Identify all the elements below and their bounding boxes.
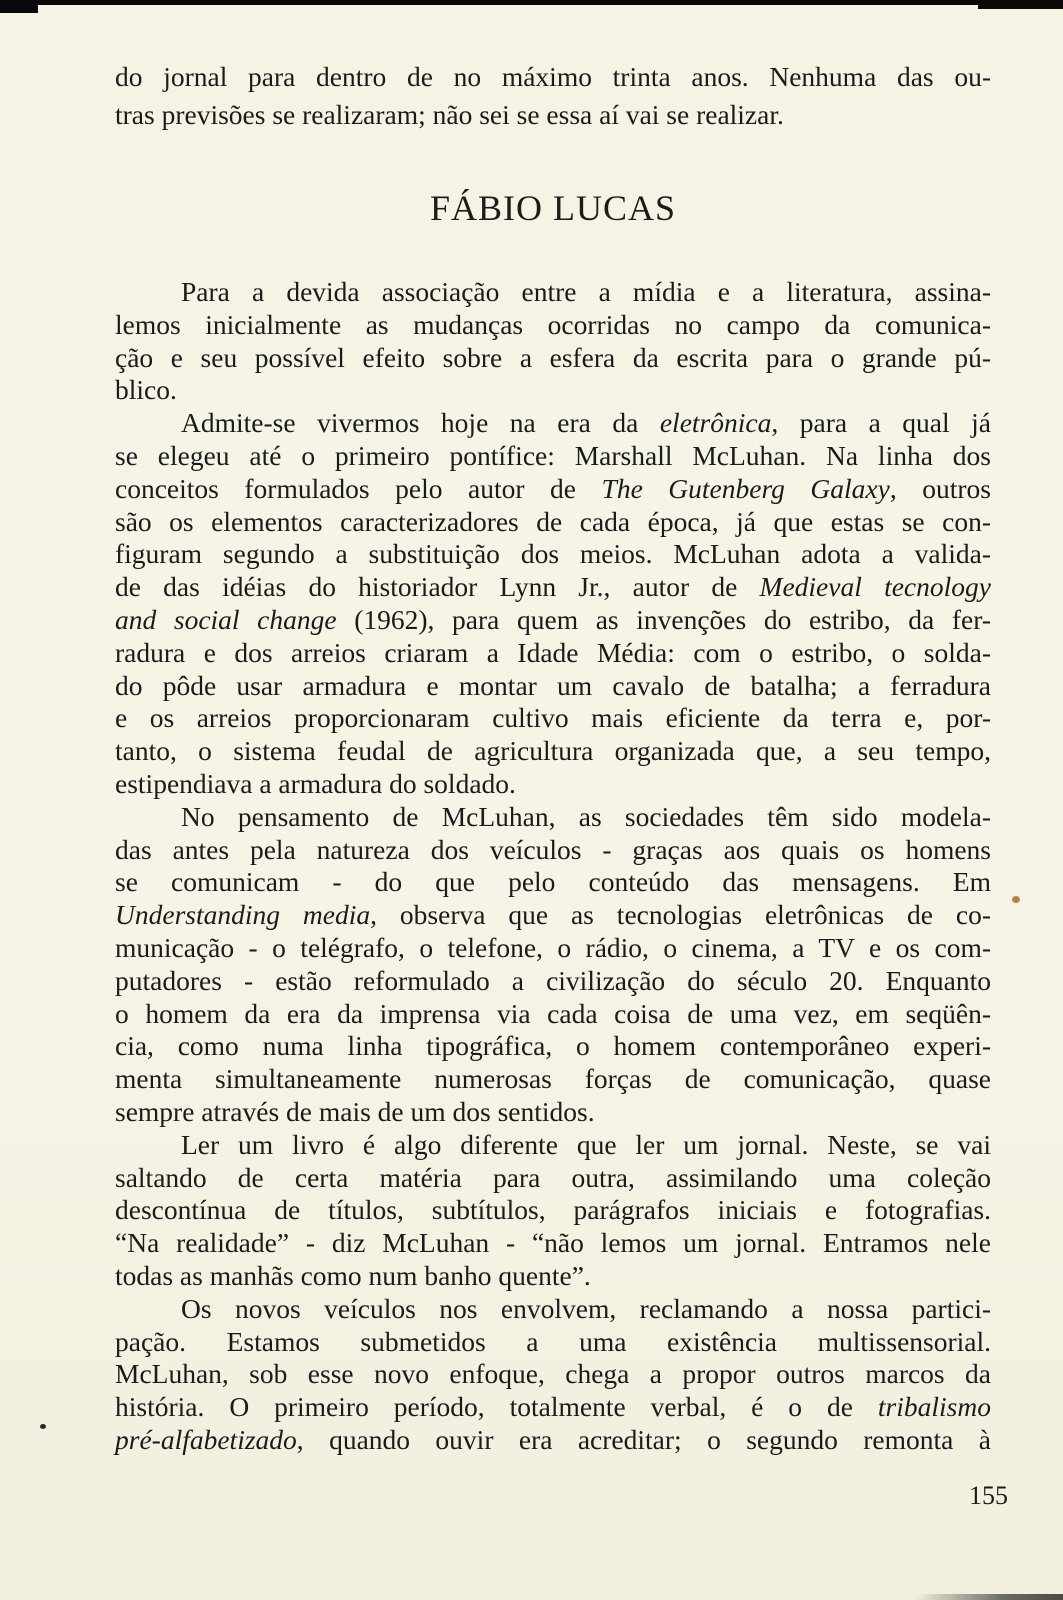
text-line: são os elementos caracterizadores de cada época, já que estas se con- [115,505,991,537]
scan-border-top [0,0,1063,5]
scan-border-top-left [0,0,38,13]
text-line: das antes pela natureza dos veículos - graças aos quais os homens [115,833,991,865]
text-line: cia, como numa linha tipográfica, o homem contemporâneo experi- [115,1030,991,1062]
section-heading: FÁBIO LUCAS [429,188,677,228]
text-line: Admite-se vivermos hoje na era da eletrônica, para a qual já [181,407,992,439]
text-line: saltando de certa matéria para outra, assimilando uma coleção [115,1161,991,1193]
scan-border-top-right [978,0,1063,9]
text-line: pação. Estamos submetidos a uma existência multissensorial. [115,1325,991,1357]
text-line: história. O primeiro período, totalmente verbal, é o de tribalismo [115,1391,991,1423]
text-line: Os novos veículos nos envolvem, reclamando a nossa partici- [181,1292,991,1324]
continuation-paragraph [115,58,991,133]
page-number: 155 [969,1481,1008,1510]
text-line: conceitos formulados pelo autor de The Gutenberg Galaxy, outros [115,472,991,504]
text-line: menta simultaneamente numerosas forças de comunicação, quase [115,1063,991,1095]
text-line: do jornal para dentro de no máximo trinta anos. Nenhuma das ou- [115,61,991,92]
text-line: figuram segundo a substituição dos meios. McLuhan adota a valida- [115,538,991,570]
text-line: estipendiava a armadura do soldado. [115,767,516,799]
text-line: radura e dos arreios criaram a Idade Média: com o estribo, o solda- [115,636,991,668]
text-line: se comunicam - do que pelo conteúdo das mensagens. Em [115,866,991,898]
text-line: de das idéias do historiador Lynn Jr., autor de Medieval tecnology [115,571,991,603]
text-line: tras previsões se realizaram; não sei se essa aí vai se realizar. [115,98,784,130]
text-line: municação - o telégrafo, o telefone, o rádio, o cinema, a TV e os com- [115,931,991,963]
text-line: blico. [115,374,177,406]
text-line: putadores - estão reformulado a civilização do século 20. Enquanto [115,964,991,996]
text-line: e os arreios proporcionaram cultivo mais eficiente da terra e, por- [115,702,991,734]
text-line: do pôde usar armadura e montar um cavalo de batalha; a ferradura [115,669,991,701]
text-line: Ler um livro é algo diferente que ler um jornal. Neste, se vai [181,1128,991,1160]
text-line: o homem da era da imprensa via cada coisa de uma vez, em seqüên- [115,997,991,1029]
text-line: Para a devida associação entre a mídia e a literatura, assina- [181,276,991,307]
text-line: ção e seu possível efeito sobre a esfera da escrita para o grande pú- [115,341,991,373]
text-line: lemos inicialmente as mudanças ocorridas no campo da comunica- [115,308,991,340]
text-line: sempre através de mais de um dos sentidos. [115,1095,595,1127]
text-line: tanto, o sistema feudal de agricultura organizada que, a seu tempo, [115,735,991,767]
text-line: se elegeu até o primeiro pontífice: Marshall McLuhan. Na linha dos [115,439,991,471]
text-line: pré-alfabetizado, quando ouvir era acreditar; o segundo remonta à [115,1423,991,1455]
text-line: “Na realidade” - diz McLuhan - “não lemos um jornal. Entramos nele [115,1227,991,1259]
body-text [115,276,991,1457]
text-line: No pensamento de McLuhan, as sociedades têm sido modela- [181,800,991,832]
scan-border-bottom-right [915,1594,1063,1600]
scan-speck [1012,896,1020,903]
scan-speck [40,1424,46,1429]
text-line: and social change (1962), para quem as invenções do estribo, da fer- [115,603,992,635]
text-line: Understanding media, observa que as tecnologias eletrônicas de co- [115,899,991,931]
text-line: descontínua de títulos, subtítulos, parágrafos iniciais e fotografias. [115,1194,991,1226]
text-line: todas as manhãs como num banho quente”. [115,1259,591,1291]
text-line: McLuhan, sob esse novo enfoque, chega a propor outros marcos da [115,1358,991,1390]
